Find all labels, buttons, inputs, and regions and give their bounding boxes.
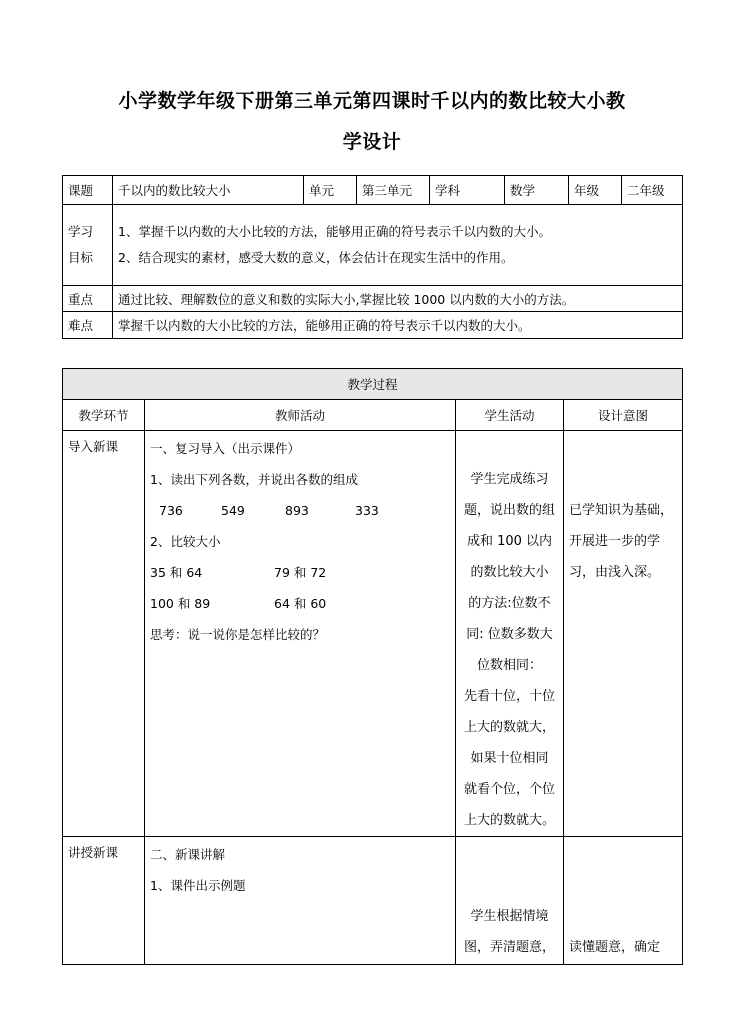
teacher-task: 2、比较大小 <box>150 534 221 549</box>
student-text-line: 同: 位数多数大 <box>466 627 553 642</box>
number-item: 736 <box>159 503 183 518</box>
column-header-intent: 设计意图 <box>564 400 683 431</box>
intent-text-line: 开展进一步的学 <box>569 534 661 549</box>
student-text-line: 图，弄清题意， <box>463 940 555 955</box>
key-point-value: 通过比较、理解数位的意义和数的实际大小,掌握比较 1000 以内数的大小的方法。 <box>113 286 683 312</box>
student-text-line: 的数比较大小 <box>470 565 549 580</box>
student-text-line: 上大的数就大， <box>463 720 555 735</box>
student-text-line: 的方法:位数不 <box>468 596 551 611</box>
intent-text-line: 已学知识为基础， <box>569 503 674 518</box>
number-item: 549 <box>221 503 245 518</box>
teacher-activity-cell <box>145 431 456 837</box>
student-text-line: 学生根据情境 <box>470 909 549 924</box>
student-text-line: 成和 100 以内 <box>466 534 553 549</box>
teacher-question: 思考：说一说你是怎样比较的？ <box>150 627 326 642</box>
student-activity-cell <box>456 431 564 837</box>
objectives-label-line-2: 目标 <box>68 250 94 265</box>
design-intent-cell <box>564 837 683 965</box>
student-text-line: 题，说出数的组 <box>463 503 555 518</box>
teacher-activity-cell <box>145 837 456 965</box>
grade-value: 二年级 <box>622 176 683 205</box>
grade-label: 年级 <box>569 176 622 205</box>
unit-label: 单元 <box>304 176 357 205</box>
column-header-student: 学生活动 <box>456 400 564 431</box>
stage-cell <box>63 431 145 837</box>
objectives-content <box>113 205 683 286</box>
key-point-label: 重点 <box>63 286 113 312</box>
intent-text-line: 习，由浅入深。 <box>569 565 661 580</box>
student-activity-cell <box>456 837 564 965</box>
student-text-line: 位数相同： <box>476 658 542 673</box>
design-intent-cell <box>564 431 683 837</box>
objective-item: 2、结合现实的素材，感受大数的意义，体会估计在现实生活中的作用。 <box>118 250 514 265</box>
compare-item: 64 和 60 <box>274 596 327 611</box>
course-value: 千以内的数比较大小 <box>113 176 304 205</box>
student-text-line: 如果十位相同 <box>470 751 549 766</box>
objectives-label-line-1: 学习 <box>68 224 94 239</box>
subject-value: 数学 <box>505 176 569 205</box>
unit-value: 第三单元 <box>357 176 430 205</box>
teacher-task: 1、读出下列各数，并说出各数的组成 <box>150 472 358 487</box>
difficulty-label: 难点 <box>63 312 113 339</box>
column-header-stage: 教学环节 <box>63 400 145 431</box>
course-label: 课题 <box>63 176 113 205</box>
difficulty-value: 掌握千以内数的大小比较的方法，能够用正确的符号表示千以内数的大小。 <box>113 312 683 339</box>
lesson-info-table <box>62 175 683 339</box>
student-text-line: 学生完成练习 <box>470 472 549 487</box>
subject-label: 学科 <box>430 176 505 205</box>
column-header-teacher: 教师活动 <box>145 400 456 431</box>
stage-name: 导入新课 <box>68 439 119 454</box>
document-title-line-2: 学设计 <box>342 131 402 153</box>
number-list <box>150 495 450 526</box>
objectives-label <box>63 205 113 286</box>
number-item: 333 <box>355 503 379 518</box>
document-title-line-1: 小学数学年级下册第三单元第四课时千以内的数比较大小教 <box>118 90 626 112</box>
process-header: 教学过程 <box>63 369 683 400</box>
compare-item: 79 和 72 <box>274 565 327 580</box>
number-item: 893 <box>285 503 309 518</box>
objective-item: 1、掌握千以内数的大小比较的方法，能够用正确的符号表示千以内数的大小。 <box>118 224 551 239</box>
teacher-task: 1、课件出示例题 <box>150 878 246 893</box>
teacher-heading: 二、新课讲解 <box>150 847 226 862</box>
compare-item: 35 和 64 <box>150 565 203 580</box>
compare-row <box>150 588 450 619</box>
stage-name: 讲授新课 <box>68 845 119 860</box>
intent-text-line: 读懂题意，确定 <box>569 940 661 955</box>
compare-item: 100 和 89 <box>150 596 211 611</box>
teaching-process-table <box>62 368 683 965</box>
stage-cell <box>63 837 145 965</box>
teacher-heading: 一、复习导入（出示课件） <box>150 441 301 456</box>
student-text-line: 上大的数就大。 <box>463 813 555 828</box>
student-text-line: 先看十位，十位 <box>463 689 555 704</box>
student-text-line: 就看个位，个位 <box>463 782 555 797</box>
compare-row <box>150 557 450 588</box>
